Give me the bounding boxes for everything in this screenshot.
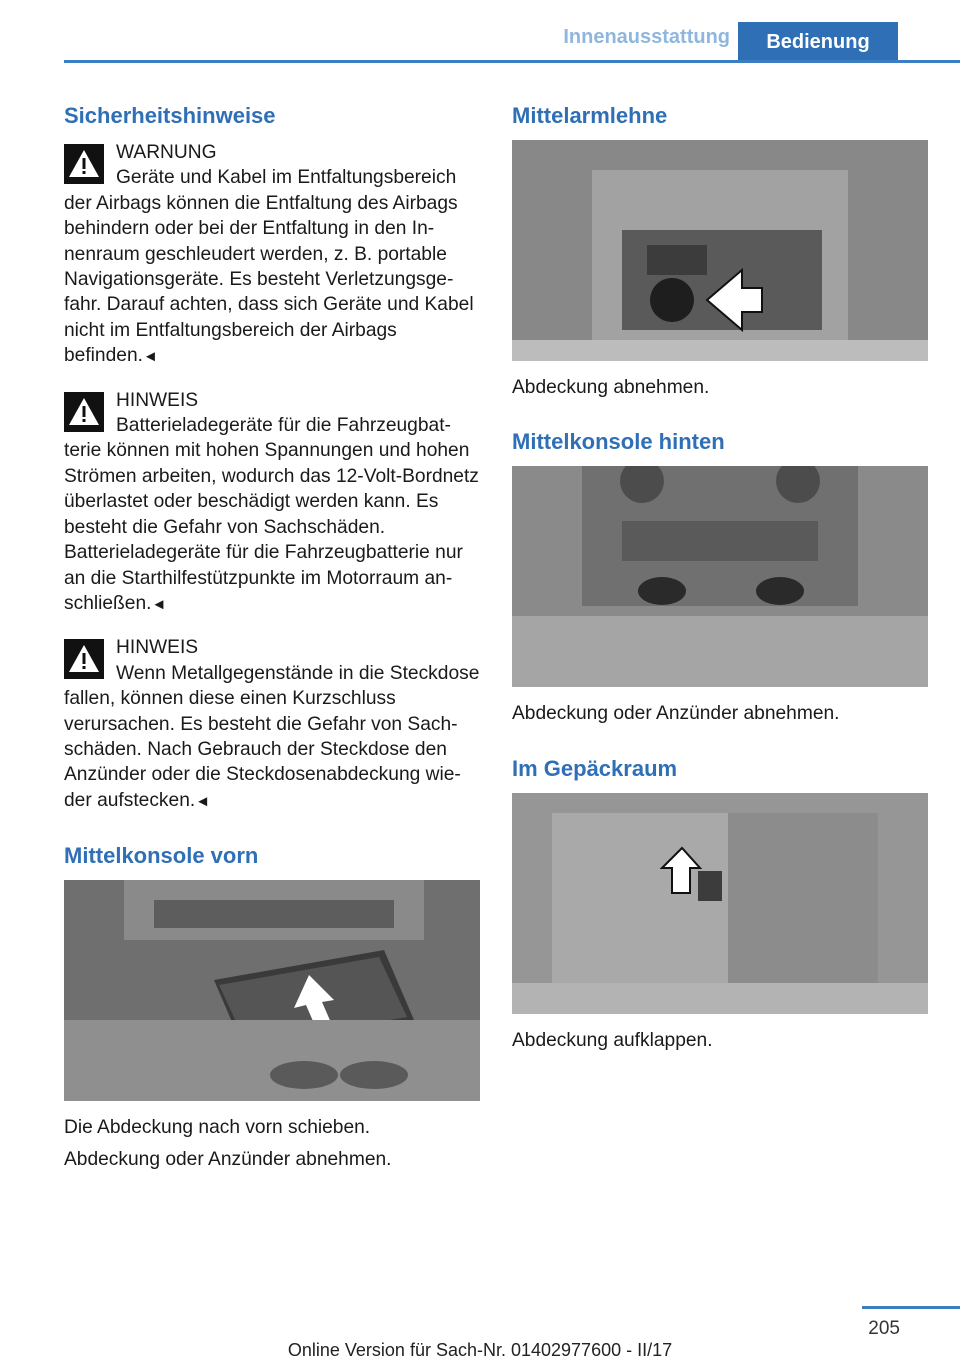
warning-triangle-icon [64, 392, 104, 432]
warning-notice [64, 140, 480, 370]
header-tab-bedienung[interactable]: Bedienung [738, 22, 898, 62]
header-rule [64, 60, 960, 63]
luggage-caption: Abdeckung aufklappen. [512, 1029, 713, 1051]
front-caption-1: Die Abdeckung nach vorn schieben. [64, 1117, 371, 1139]
footer-online-version: Online Version für Sach-Nr. 01402977600 - II/17 [287, 1340, 673, 1360]
header-tab-innenausstattung[interactable]: Innenausstattung [563, 26, 730, 48]
armrest-photo [512, 140, 928, 361]
front-console-photo [64, 880, 480, 1101]
rear-caption: Abdeckung oder Anzünder abnehmen. [512, 703, 840, 725]
warning-triangle-icon [64, 639, 104, 679]
page-header [0, 0, 960, 62]
page-number: 205 [868, 1318, 900, 1339]
section-title-mittelkonsole-hinten: Mittelkonsole hinten [512, 429, 725, 455]
front-caption-2: Abdeckung oder Anzünder abnehmen. [64, 1148, 392, 1170]
notice-text: Wenn Metallgegenstände in die Steckdose fallen, können diese einen Kurzschluss verursachen. Es besteht die Gefahr von Sachschäden. Nach Gebrauch der Steckdose den Anzünder oder die Steckdosenabdeckung wieder aufstecken.◄ [64, 662, 480, 811]
section-title-mittelkonsole-vorn: Mittelkonsole vorn [64, 843, 259, 869]
rear-console-photo [512, 466, 928, 687]
section-title-sicherheitshinweise: Sicherheitshinweise [64, 103, 276, 128]
hinweis-notice [64, 388, 480, 618]
luggage-photo [512, 793, 928, 1014]
notice-label: WARNUNG [116, 142, 217, 163]
notice-label: HINWEIS [116, 637, 199, 659]
notice-text: Geräte und Kabel im Entfaltungsbereich der Airbags können die Entfaltung des Airbags behindern oder bei der Entfaltung in den Innenraum geschleudert werden, z. B. portable Navigationsgeräte. Es besteht Verletzungsgefahr. Darauf achten, dass sich Geräte und Kabel nicht im Entfaltungsbereich der Airbags befinden.◄ [64, 167, 474, 367]
notice-text: Batterieladegeräte für die Fahrzeugbatterie können mit hohen Spannungen und hohen Strömen arbeiten, wodurch das 12‑Volt-Bordnetz überlastet oder beschädigt werden kann. Es besteht die Gefahr von Sachschäden. Batterieladegeräte für die Fahrzeugbatterie nur an die Starthilfestützpunkte im Motorraum anschließen.◄ [64, 415, 479, 614]
right-column [512, 100, 928, 1053]
notice-label: HINWEIS [116, 389, 199, 411]
armrest-caption: Abdeckung abnehmen. [512, 377, 710, 398]
hinweis-notice [64, 635, 480, 814]
warning-triangle-icon [64, 144, 104, 184]
left-column [64, 100, 480, 1172]
section-title-im-gepaeckraum: Im Gepäckraum [512, 755, 678, 781]
footer-rule [862, 1306, 960, 1309]
section-title-mittelarmlehne: Mittelarmlehne [512, 103, 668, 128]
